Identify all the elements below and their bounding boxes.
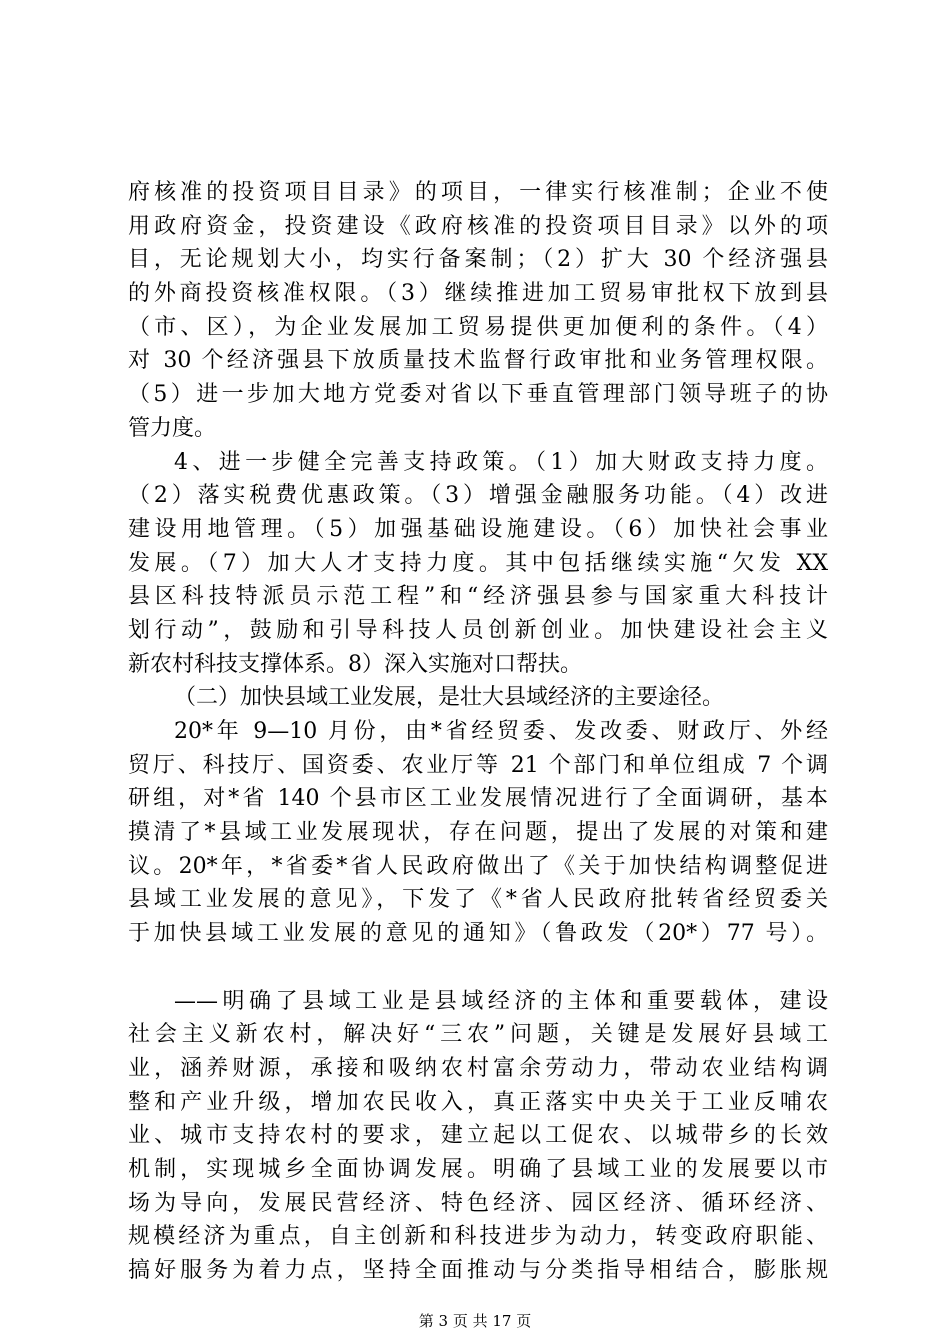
text-line: 府核准的投资项目目录》的项目，一律实行核准制；企业不使: [128, 180, 828, 205]
text-line: ——明确了县域工业是县域经济的主体和重要载体，建设: [174, 988, 828, 1014]
text-line: （5）进一步加大地方党委对省以下垂直管理部门领导班子的协: [128, 382, 828, 408]
text-line: 机制，实现城乡全面协调发展。明确了县域工业的发展要以市: [128, 1156, 828, 1182]
text-line: （2）落实税费优惠政策。（3）增强金融服务功能。（4）改进: [128, 483, 828, 509]
blank-line: [128, 951, 828, 985]
text-line: 规模经济为重点，自主创新和科技进步为动力，转变政府职能、: [128, 1224, 828, 1250]
text-line: 县域工业发展的意见》，下发了《*省人民政府批转省经贸委关: [128, 887, 828, 913]
text-line: 业、城市支持农村的要求，建立起以工促农、以城带乡的长效: [128, 1123, 828, 1149]
text-line: （市、区），为企业发展加工贸易提供更加便利的条件。（4）: [128, 314, 828, 340]
page-footer: 第 3 页 共 17 页: [418, 1312, 532, 1330]
text-line: 目，无论规划大小，均实行备案制；（2）扩大 30 个经济强县: [128, 247, 828, 273]
text-line: 划行动”，鼓励和引导科技人员创新创业。加快建设社会主义: [128, 617, 828, 643]
text-line: 县区科技特派员示范工程”和“经济强县参与国家重大科技计: [128, 584, 828, 610]
text-line: 于加快县域工业发展的意见的通知》（鲁政发（20*）77 号）。: [128, 921, 828, 947]
text-line: （二）加快县域工业发展，是壮大县域经济的主要途径。: [174, 685, 725, 711]
text-line: 场为导向，发展民营经济、特色经济、园区经济、循环经济、: [128, 1190, 828, 1216]
text-line: 发展。（7）加大人才支持力度。其中包括继续实施“欠发 XX: [128, 550, 828, 576]
text-line: 对 30 个经济强县下放质量技术监督行政审批和业务管理权限。: [128, 348, 828, 374]
text-line: 建设用地管理。（5）加强基础设施建设。（6）加快社会事业: [128, 516, 828, 542]
text-line: 研组，对*省 140 个县市区工业发展情况进行了全面调研，基本: [128, 786, 828, 812]
document-body: [128, 176, 828, 1288]
text-line: 摸清了*县域工业发展现状，存在问题，提出了发展的对策和建: [128, 820, 828, 846]
text-line: 用政府资金，投资建设《政府核准的投资项目目录》以外的项: [128, 213, 828, 239]
text-line: 4、进一步健全完善支持政策。（1）加大财政支持力度。: [174, 449, 828, 475]
text-line: 业，涵养财源，承接和吸纳农村富余劳动力，带动农业结构调: [128, 1055, 828, 1081]
text-line: 社会主义新农村，解决好“三农”问题，关键是发展好县域工: [128, 1022, 828, 1048]
text-line: 20*年 9—10 月份，由*省经贸委、发改委、财政厅、外经: [174, 719, 828, 744]
text-line: 新农村科技支撑体系。8）深入实施对口帮扶。: [128, 651, 582, 677]
text-line: 的外商投资核准权限。（3）继续推进加工贸易审批权下放到县: [128, 281, 828, 307]
text-line: 贸厅、科技厅、国资委、农业厅等 21 个部门和单位组成 7 个调: [128, 752, 828, 778]
text-line: 管力度。: [128, 415, 217, 441]
text-line: 整和产业升级，增加农民收入，真正落实中央关于工业反哺农: [128, 1089, 828, 1115]
text-line: 搞好服务为着力点，坚持全面推动与分类指导相结合，膨胀规: [128, 1258, 828, 1283]
text-line: 议。20*年，*省委*省人民政府做出了《关于加快结构调整促进: [128, 853, 828, 879]
